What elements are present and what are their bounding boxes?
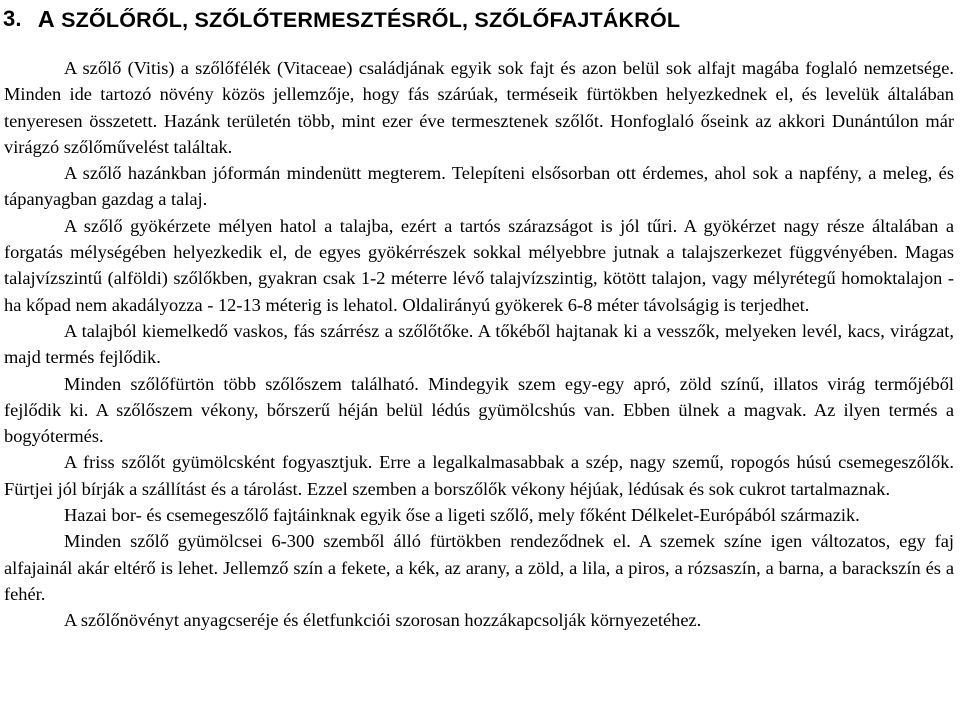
paragraph-vitis-intro: A szőlő (Vitis) a szőlőfélék (Vitaceae) családjának egyik sok fajt és azon belül sok alfajt magába foglaló nemzetsége. Minden ide tartozó növény közös jellemzője, hogy fás szárúak, terméseik fürtökben helyezkednek el, és levelük általában tenyeresen összetett. Hazánk területén több, mint ezer éve termesztenek szőlőt. Honfoglaló őseink az akkori Dunántúlon már virágzó szőlőművelést találtak. <box>4 58 954 157</box>
paragraph-root-system: A szőlő gyökérzete mélyen hatol a talajba, ezért a tartós szárazságot is jól tűri. A gyökérzet nagy része általában a forgatás mélységében helyezkedik el, de egyes gyökérrészek sokkal mélyebbre jutnak a talajszerkezet függvényében. Magas talajvízszintű (alföldi) szőlőkben, gyakran csak 1-2 méterre lévő talajvízszintig, kötött talajon, vagy mélyrétegű homoktalajon - ha kőpad nem akadályozza - 12-13 méterig is lehatol. Oldalirányú gyökerek 6-8 méter távolságig is terjedhet. <box>4 215 954 315</box>
paragraph-vine-stock: A talajból kiemelkedő vaskos, fás szárrész a szőlőtőke. A tőkéből hajtanak ki a vesszők, melyeken levél, kacs, virágzat, majd termés fejlődik. <box>4 320 954 368</box>
paragraph-grape-berries: Minden szőlőfürtön több szőlőszem található. Mindegyik szem egy-egy apró, zöld színű, illatos virág termőjéből fejlődik ki. A szőlőszem vékony, bőrszerű héján belül lédús gyümölcshús van. Ebben ülnek a magvak. Az ilyen termés a bogyótermés. <box>4 373 954 447</box>
section-title-rest: SZŐLŐRŐL, SZŐLŐTERMESZTÉSRŐL, SZŐLŐFAJTÁKRÓL <box>54 7 681 32</box>
paragraph-wild-grape-origin: Hazai bor- és csemegeszőlő fajtáinknak egyik őse a ligeti szőlő, mely főként Délkelet-Európából származik. <box>64 505 860 526</box>
section-number: 3. <box>3 6 22 31</box>
section-title <box>38 6 681 33</box>
paragraph-growing-conditions: A szőlő hazánkban jóformán mindenütt megterem. Telepíteni elsősorban ott érdemes, ahol sok a napfény, a meleg, és tápanyagban gazdag a talaj. <box>4 163 954 210</box>
section-heading <box>3 0 954 38</box>
paragraph-table-and-wine-grapes: A friss szőlőt gyümölcsként fogyasztjuk. Erre a legalkalmasabbak a szép, nagy szemű, ropogós húsú csemegeszőlők. Fürtjei jól bírják a szállítást és a tárolást. Ezzel szemben a borszőlők vékony héjúak, lédúsak és sok cukrot tartalmaznak. <box>4 452 954 499</box>
document-body <box>3 55 954 634</box>
paragraph-grape-colors: Minden szőlő gyümölcsei 6-300 szemből álló fürtökben rendeződnek el. A szemek színe igen változatos, egy faj alfajainál akár eltérő is lehet. Jellemző szín a fekete, a kék, az arany, a zöld, a lila, a piros, a rózsaszín, a barna, a barackszín és a fehér. <box>4 531 954 604</box>
paragraph-environment: A szőlőnövényt anyagcseréje és életfunkciói szorosan hozzákapcsolják környezetéhez. <box>64 610 702 631</box>
section-title-initial: A <box>37 5 55 32</box>
